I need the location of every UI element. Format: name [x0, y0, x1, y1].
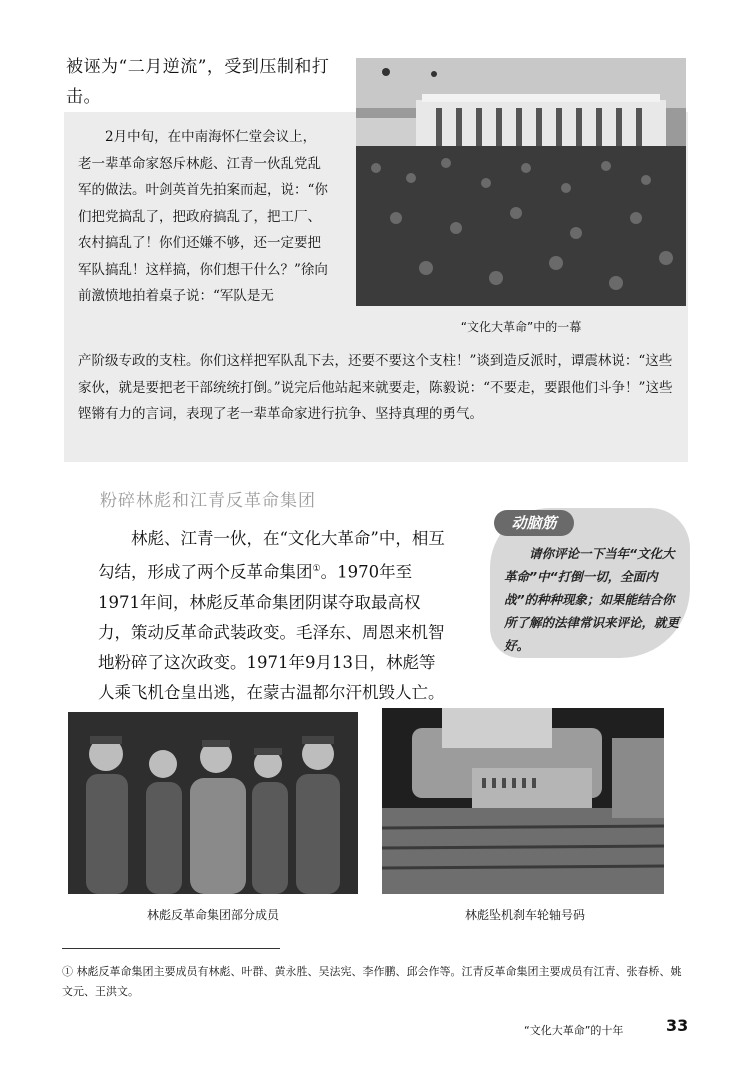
group-illustration [68, 712, 358, 894]
photo-group-members [68, 712, 358, 894]
footnote-text: ① 林彪反革命集团主要成员有林彪、叶群、黄永胜、吴法宪、李作鹏、邱会作等。江青反革命集团主要成员有江青、张春桥、姚文元、王洪文。 [62, 965, 682, 998]
body-text-part2: 。1970年至1971年间，林彪反革命集团阴谋夺取最高权力，策动反革命武装政变。毛泽东、周恩来机智地粉碎了这次政变。1971年9月13日，林彪等人乘飞机仓皇出逃，在蒙古温都尔汗机毁人亡。 [98, 562, 445, 702]
footnote-mark: ① [312, 564, 321, 574]
quote-paragraph-1: 2月中旬，在中南海怀仁堂会议上，老一辈革命家怒斥林彪、江青一伙乱党乱军的做法。叶剑英首先拍案而起，说：“你们把党搞乱了，把政府搞乱了，把工厂、农村搞乱了！你们还嫌不够，还一定要把军队搞乱！这样搞，你们想干什么？”徐向前激愤地拍着桌子说：“军队是无 [78, 129, 328, 304]
section-title: 粉碎林彪和江青反革命集团 [100, 491, 316, 511]
quote-paragraph-2: 产阶级专政的支柱。你们这样把军队乱下去，还要不要这个支柱！”谈到造反派时，谭震林说：“这些家伙，就是要把老干部统统打倒。”说完后他站起来就要走，陈毅说：“不要走，要跟他们斗争！”这些铿锵有力的言词，表现了老一辈革命家进行抗争、坚持真理的勇气。 [78, 353, 673, 422]
photo-left-caption: 林彪反革命集团部分成员 [146, 908, 279, 922]
top-paragraph: 被诬为“二月逆流”，受到压制和打击。 [66, 57, 330, 107]
photo-top-caption: “文化大革命”中的一幕 [460, 320, 582, 334]
photo-right-caption: 林彪坠机刹车轮轴号码 [464, 908, 585, 922]
footer-chapter-label: “文化大革命”的十年 [524, 1024, 624, 1037]
photo-crash-axle [382, 708, 664, 894]
think-box-title: 动脑筋 [494, 510, 574, 536]
axle-illustration [382, 708, 664, 894]
footnote-divider [62, 948, 280, 949]
photo-tiananmen-rally [356, 58, 686, 306]
page-number: 33 [666, 1016, 689, 1035]
think-box-text: 请你评论一下当年“文化大革命”中“打倒一切，全面内战”的种种现象；如果能结合你所了解的法律常识来评论，就更好。 [504, 546, 680, 653]
rally-illustration [356, 58, 686, 306]
body-paragraph [98, 524, 448, 708]
body-text-part1: 林彪、江青一伙，在“文化大革命”中，相互勾结，形成了两个反革命集团 [98, 529, 445, 582]
